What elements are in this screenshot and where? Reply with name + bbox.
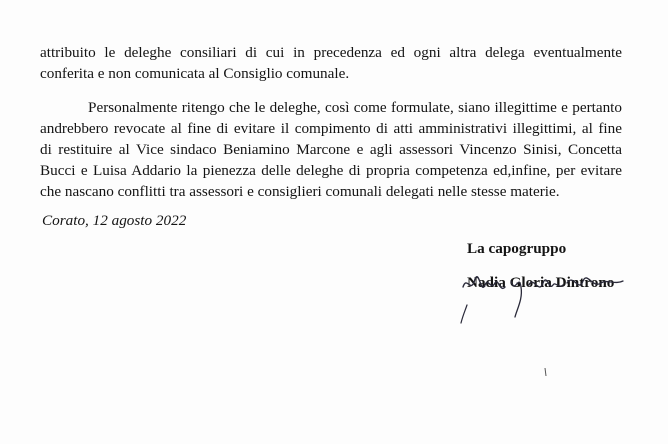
paragraph-delegations-attributed (40, 42, 622, 84)
signatory-role: La capogruppo (467, 240, 567, 257)
paragraph-line: conferita e non comunicata al Consiglio comunale. (40, 65, 350, 82)
handwritten-signature (455, 265, 635, 335)
place-and-date: Corato, 12 agosto 2022 (42, 212, 187, 229)
paragraph-line: che nascano conflitti tra assessori e consiglieri comunali delegati nelle stesse materie. (40, 183, 560, 200)
paragraph-line: Personalmente ritengo che le deleghe, così come formulate, siano illegittime e pertanto (88, 99, 622, 116)
paragraph-opinion (40, 97, 622, 202)
ink-speck (545, 368, 546, 376)
paragraph-line: andrebbero revocate al fine di evitare il compimento di atti amministrativi illegittimi, al fine (40, 120, 622, 137)
paragraph-line: Bucci e Luisa Addario la pienezza delle deleghe di propria competenza ed,infine, per evitare (40, 162, 622, 179)
signatory-name: Nadia Gloria Dintrono (467, 274, 615, 291)
paragraph-line: di restituire al Vice sindaco Beniamino Marcone e agli assessori Vincenzo Sinisi, Concetta (40, 141, 622, 158)
paragraph-line: attribuito le deleghe consiliari di cui in precedenza ed ogni altra delega eventualmente (40, 44, 622, 61)
